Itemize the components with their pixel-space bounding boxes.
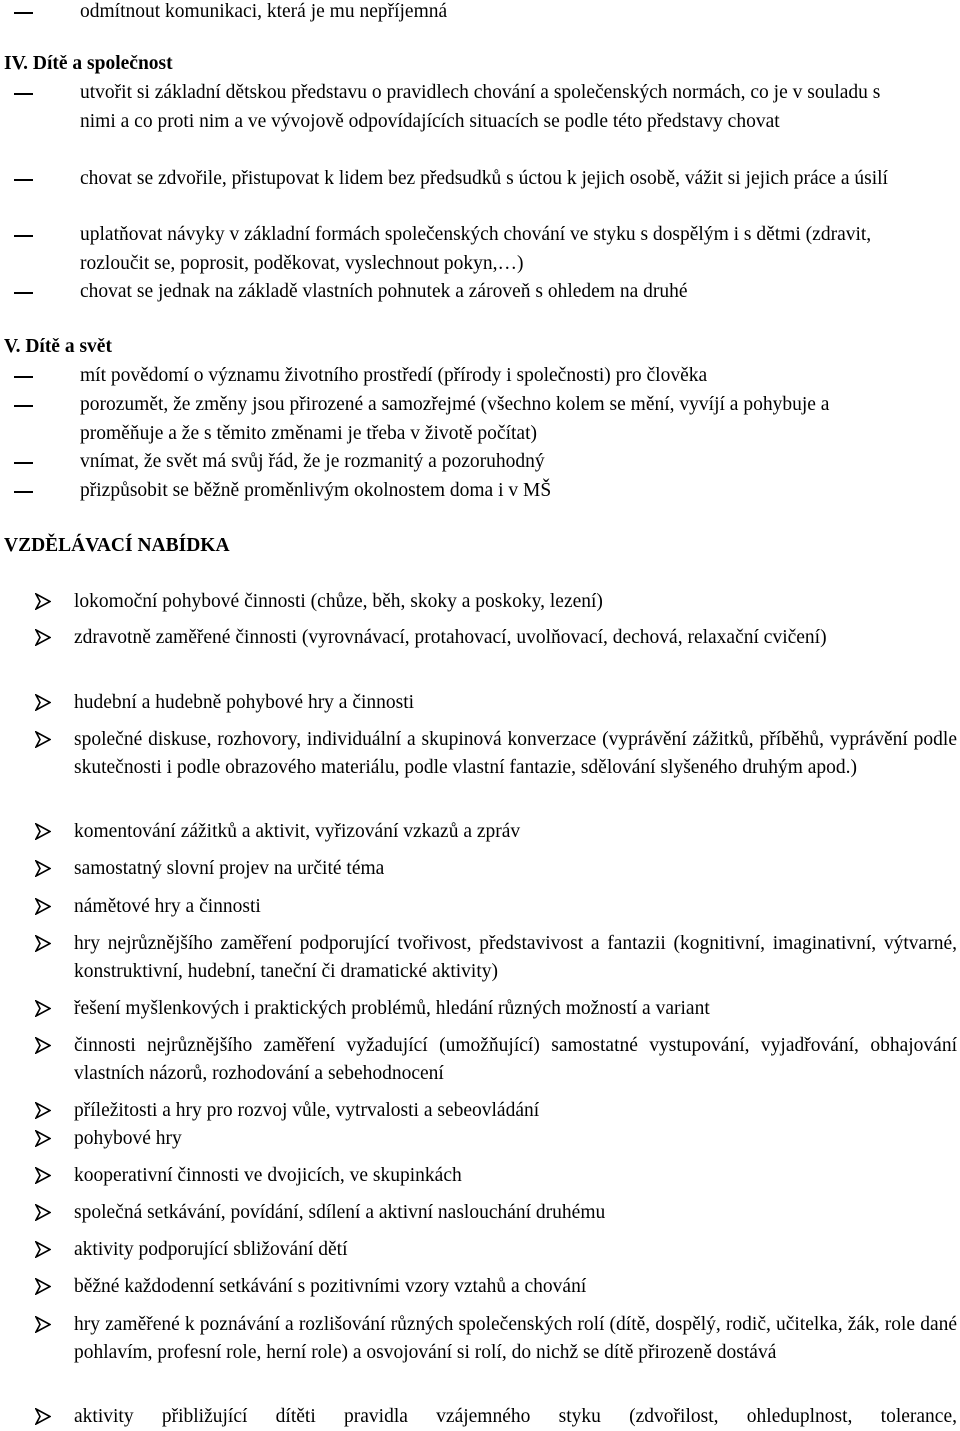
- offer-text: pohybové hry: [74, 1128, 182, 1149]
- goal-item: [80, 165, 900, 194]
- goal-text: mít povědomí o významu životního prostředí (přírody i společnosti) pro člověka: [80, 365, 708, 386]
- arrow-bullet-icon: [35, 1130, 51, 1147]
- offer-text: samostatný slovní projev na určité téma: [74, 858, 385, 879]
- goal-item: [80, 448, 900, 477]
- offer-item: [74, 1311, 957, 1366]
- offer-item: [74, 995, 957, 1023]
- offer-text: lokomoční pohybové činnosti (chůze, běh, skoky a poskoky, lezení): [74, 591, 603, 612]
- goal-text: porozumět, že změny jsou přirozené a samozřejmé (všechno kolem se mění, vyvíjí a pohybuje a proměňuje a že s těmito změnami je třeba v životě počítat): [80, 394, 830, 444]
- goal-text: uplatňovat návyky v základní formách společenských chování ve styku s dospělým i s dětmi (zdravit, rozloučit se, poprosit, poděkovat, vyslechnout pokyn,…): [80, 224, 872, 274]
- arrow-bullet-icon: [35, 731, 51, 748]
- offer-text: příležitosti a hry pro rozvoj vůle, vytrvalosti a sebeovládání: [74, 1100, 540, 1121]
- offer-item: [74, 930, 957, 985]
- goal-text: utvořit si základní dětskou představu o pravidlech chování a společenských normách, co je v souladu s nimi a co proti nim a ve vývojově odpovídajících situacích se podle této představy chovat: [80, 82, 881, 132]
- offer-text: zdravotně zaměřené činnosti (vyrovnávací, protahovací, uvolňovací, dechová, relaxační cvičení): [74, 627, 827, 648]
- goal-item: [80, 221, 900, 278]
- offer-item: [74, 1097, 957, 1125]
- offer-item: [74, 818, 957, 846]
- goal-text: vnímat, že svět má svůj řád, že je rozmanitý a pozoruhodný: [80, 451, 545, 472]
- offer-item: [74, 1125, 957, 1153]
- offer-text: hry zaměřené k poznávání a rozlišování různých společenských rolí (dítě, dospělý, rodič, učitelka, žák, role dané pohlavím, profesní role, herní role) a osvojování si rolí, do nichž se dítě přirozeně dostává: [74, 1314, 957, 1363]
- arrow-bullet-icon: [35, 593, 51, 610]
- offer-text: aktivity přibližující dítěti pravidla vzájemného styku (zdvořilost, ohleduplnost, tolerance,: [74, 1406, 957, 1427]
- arrow-bullet-icon: [35, 1037, 51, 1054]
- offer-item: [74, 689, 957, 717]
- arrow-bullet-icon: [35, 694, 51, 711]
- arrow-bullet-icon: [35, 1204, 51, 1221]
- goal-item: [80, 79, 900, 136]
- arrow-bullet-icon: [35, 1000, 51, 1017]
- offer-text: činnosti nejrůznějšího zaměření vyžadující (umožňující) samostatné vystupování, vyjadřování, obhajování vlastních názorů, rozhodování a sebehodnocení: [74, 1035, 957, 1084]
- arrow-bullet-icon: [35, 1316, 51, 1333]
- goal-item: [80, 362, 900, 391]
- offer-item: [74, 624, 957, 652]
- offer-text: námětové hry a činnosti: [74, 896, 261, 917]
- offer-item: [74, 855, 957, 883]
- offer-text: hudební a hudebně pohybové hry a činnosti: [74, 692, 415, 713]
- arrow-bullet-icon: [35, 898, 51, 915]
- goal-text: chovat se zdvořile, přistupovat k lidem bez předsudků s úctou k jejich osobě, vážit si jejich práce a úsilí: [80, 168, 888, 189]
- offer-text: řešení myšlenkových i praktických problémů, hledání různých možností a variant: [74, 998, 710, 1019]
- offer-text: společné diskuse, rozhovory, individuální a skupinová konverzace (vyprávění zážitků, příběhů, vyprávění podle skutečnosti i podle obrazového materiálu, podle vlastní fantazie, sdělování slyšeného druhým apod.): [74, 729, 957, 778]
- offer-item: [74, 1236, 957, 1264]
- goal-item: [80, 391, 900, 448]
- offer-item: [74, 893, 957, 921]
- arrow-bullet-icon: [35, 1408, 51, 1425]
- goal-item: [80, 477, 900, 506]
- offer-item: [74, 1273, 957, 1301]
- offer-text: hry nejrůznějšího zaměření podporující tvořivost, představivost a fantazii (kognitivní, imaginativní, výtvarné, konstruktivní, hudební, taneční či dramatické aktivity): [74, 933, 957, 982]
- offer-item: [74, 1162, 957, 1190]
- offer-title: VZDĚLÁVACÍ NABÍDKA: [4, 535, 230, 556]
- goal-text: odmítnout komunikaci, která je mu nepříjemná: [80, 1, 448, 22]
- arrow-bullet-icon: [35, 1241, 51, 1258]
- arrow-bullet-icon: [35, 1278, 51, 1295]
- arrow-bullet-icon: [35, 1102, 51, 1119]
- offer-text: společná setkávání, povídání, sdílení a aktivní naslouchání druhému: [74, 1202, 606, 1223]
- offer-item: [74, 726, 957, 781]
- goal-text: přizpůsobit se běžně proměnlivým okolnostem doma i v MŠ: [80, 480, 552, 501]
- offer-text: kooperativní činnosti ve dvojicích, ve skupinkách: [74, 1165, 462, 1186]
- arrow-bullet-icon: [35, 935, 51, 952]
- section-heading-5: V. Dítě a svět: [4, 336, 112, 357]
- offer-text: běžné každodenní setkávání s pozitivními vzory vztahů a chování: [74, 1276, 587, 1297]
- offer-item: [74, 1403, 957, 1431]
- arrow-bullet-icon: [35, 629, 51, 646]
- goal-item: [80, 278, 900, 307]
- section-heading-4: IV. Dítě a společnost: [4, 53, 173, 74]
- goal-item: [80, 0, 900, 27]
- offer-text: komentování zážitků a aktivit, vyřizování vzkazů a zpráv: [74, 821, 521, 842]
- arrow-bullet-icon: [35, 1167, 51, 1184]
- offer-item: [74, 1199, 957, 1227]
- offer-text: aktivity podporující sbližování dětí: [74, 1239, 348, 1260]
- offer-item: [74, 588, 957, 616]
- goal-text: chovat se jednak na základě vlastních pohnutek a zároveň s ohledem na druhé: [80, 281, 688, 302]
- offer-item: [74, 1032, 957, 1087]
- arrow-bullet-icon: [35, 860, 51, 877]
- arrow-bullet-icon: [35, 823, 51, 840]
